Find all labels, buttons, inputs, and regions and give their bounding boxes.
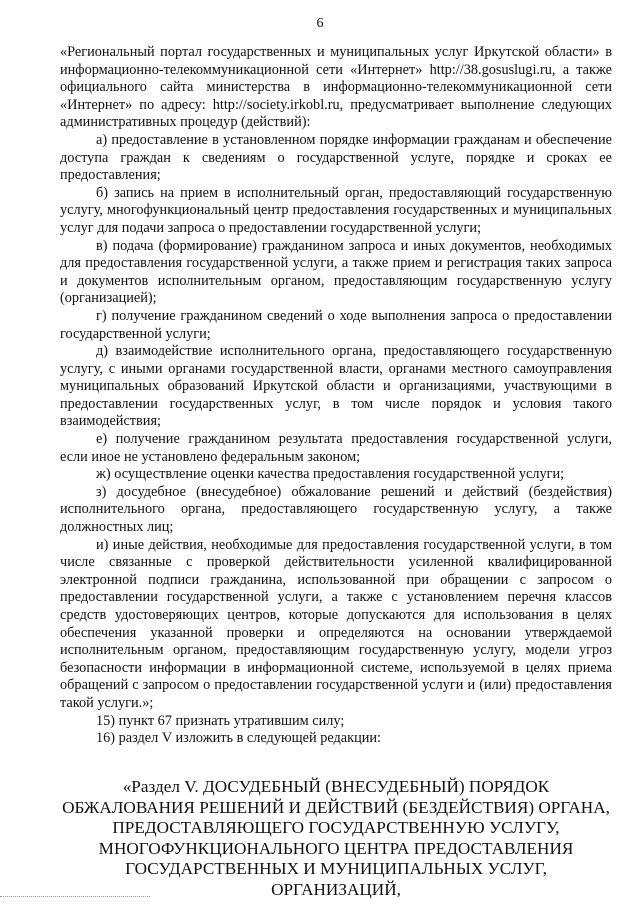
- paragraph-item-d: д) взаимодействие исполнительного органа, предоставляющего государственную услугу, с иными органами государственной власти, органами местного самоуправления муниципальных образований Иркутской области и организациями, участвующими в предоставлении государственных услуг, в том числе порядок и условия такого взаимодействия;: [60, 343, 612, 430]
- heading-line: ПРЕДОСТАВЛЯЮЩЕГО ГОСУДАРСТВЕННУЮ УСЛУГУ,: [112, 818, 560, 837]
- heading-line: «Раздел V. ДОСУДЕБНЫЙ (ВНЕСУДЕБНЫЙ) ПОРЯДОК: [122, 777, 550, 796]
- page-number: 6: [316, 16, 324, 31]
- paragraph-item-a: а) предоставление в установленном порядке информации гражданам и обеспечение доступа граждан к сведениям о государственной услуге, порядке и сроках ее предоставления;: [60, 131, 612, 184]
- paragraph-item-zh: ж) осуществление оценки качества предоставления государственной услуги;: [96, 466, 565, 483]
- document-body: [60, 44, 612, 748]
- footer-divider: [0, 896, 150, 898]
- paragraph-item-v: в) подача (формирование) гражданином запроса и иных документов, необходимых для предоставления государственной услуги, а также прием и регистрация таких запроса и документов исполнительным органом, предоставляющим государственную услугу (организацией);: [60, 237, 612, 307]
- section-heading: [60, 777, 612, 900]
- paragraph-item-z: з) досудебное (внесудебное) обжалование решений и действий (бездействия) исполнительного органа, предоставляющего государственную услугу, а также должностных лиц;: [60, 483, 612, 536]
- paragraph-item-e: е) получение гражданином результата предоставления государственной услуги, если иное не установлено федеральным законом;: [60, 431, 612, 465]
- heading-line: ОБЖАЛОВАНИЯ РЕШЕНИЙ И ДЕЙСТВИЙ (БЕЗДЕЙСТВИЯ) ОРГАНА,: [62, 797, 610, 817]
- paragraph-intro: «Региональный портал государственных и муниципальных услуг Иркутской области» в информационно-телекоммуникационной сети «Интернет» http://38.gosuslugi.ru, а также официального сайта министерства в информационно-телекоммуникационной сети «Интернет» по адресу: http://society.irkobl.ru, предусматривает выполнение следующих административных процедур (действий):: [60, 44, 612, 131]
- paragraph-item-g: г) получение гражданином сведений о ходе выполнения запроса о предоставлении государственной услуги;: [60, 307, 612, 342]
- heading-line: ГОСУДАРСТВЕННЫХ И МУНИЦИПАЛЬНЫХ УСЛУГ, ОРГАНИЗАЦИЙ,: [125, 859, 547, 899]
- paragraph-point-15: 15) пункт 67 признать утратившим силу;: [96, 712, 345, 729]
- heading-line: МНОГОФУНКЦИОНАЛЬНОГО ЦЕНТРА ПРЕДОСТАВЛЕНИЯ: [98, 838, 574, 858]
- paragraph-item-i: и) иные действия, необходимые для предоставления государственной услуги, в том числе связанные с проверкой действительности усиленной квалифицированной электронной подписи гражданина, использованной при обращении с запросом о предоставлении государственной услуги, а также с установлением перечня классов средств удостоверяющих центров, которые допускаются для использования в целях обеспечения указанной проверки и определяются на основании утверждаемой исполнительным органом, предоставляющим государственную услугу, модели угроз безопасности информации в информационной системе, используемой в целях приема обращений с запросом о предоставлении государственной услуги и (или) предоставления такой услуги.»;: [60, 536, 612, 711]
- paragraph-item-b: б) запись на прием в исполнительный орган, предоставляющий государственную услугу, многофункциональный центр предоставления государственных и муниципальных услуг для подачи запроса о предоставлении государственной услуги;: [60, 184, 612, 236]
- paragraph-point-16: 16) раздел V изложить в следующей редакции:: [96, 730, 382, 747]
